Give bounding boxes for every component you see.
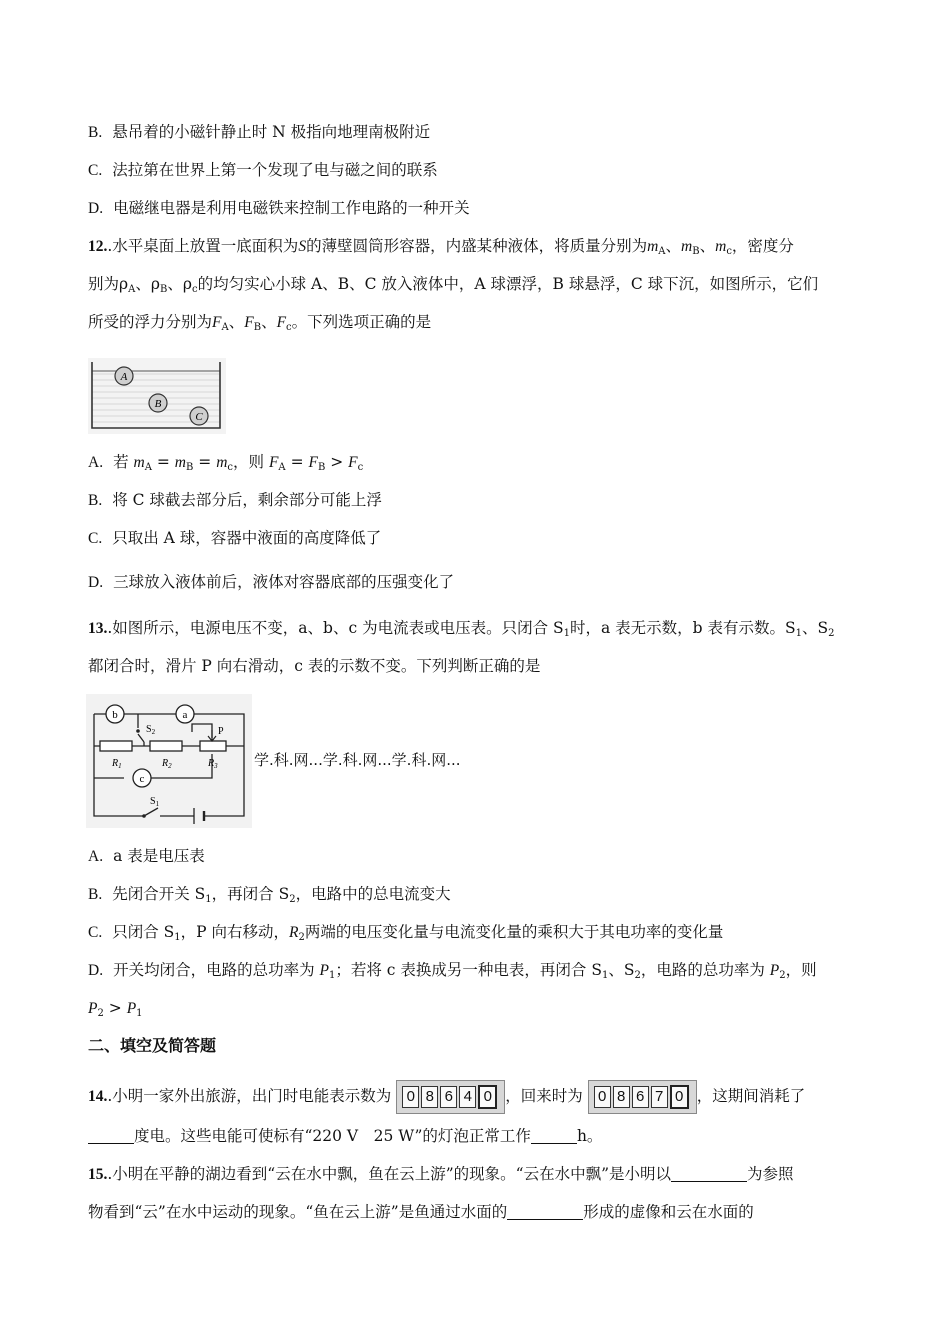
q13-option-a: A. a 表是电压表 <box>88 847 205 865</box>
q11-option-b: B. 悬吊着的小磁针静止时 N 极指向地理南极附近 <box>88 123 431 141</box>
q15-stem-line2: 物看到“云”在水中运动的现象。“鱼在云上游”是鱼通过水面的 形成的虚像和云在水面的 <box>88 1203 754 1221</box>
q12-option-d: D. 三球放入液体前后，液体对容器底部的压强变化了 <box>88 573 455 591</box>
q12-stem-line3: 所受的浮力分别为$F_A$、$F_B$、$F_c$。下列选项正确的是 <box>88 313 432 333</box>
q13-option-d: D. 开关均闭合，电路的总功率为 $P_1$；若将 c 表换成另一种电表，再闭合 $S_1$、$S_2$，电路的总功率为 $P_2$，则 <box>88 961 817 981</box>
r2-label: $R_2$ <box>162 758 172 770</box>
q13-option-b: B. 先闭合开关 $S_1$，再闭合 $S_2$，电路中的总电流变大 <box>88 885 451 905</box>
q13-circuit-figure <box>86 694 252 828</box>
q14-stem-line2: 度电。这些电能可使标有“220 V 25 W”的灯泡正常工作 h。 <box>88 1126 602 1146</box>
meter-a-label: a <box>182 709 188 721</box>
q13-option-d-line2: $P_2 > P_1$ <box>88 999 143 1019</box>
switch-s1-pivot <box>142 814 146 818</box>
resistors <box>100 741 226 751</box>
answer-blank[interactable] <box>507 1203 583 1220</box>
q11-option-d: D. 电磁继电器是利用电磁铁来控制工作电路的一种开关 <box>88 199 470 217</box>
q13-stem-line1: 13..如图所示，电源电压不变，a、b、c 为电流表或电压表。只闭合 $S_1$时，a 表无示数，b 表有示数。$S_1$、$S_2$ <box>88 619 835 639</box>
watermark-text: 学.科.网...学.科.网...学.科.网... <box>254 751 461 769</box>
r3-label: $R_3$ <box>208 758 218 770</box>
meter-c-label: c <box>139 773 145 785</box>
q13-stem-line2: 都闭合时，滑片 P 向右滑动，c 表的示数不变。下列判断正确的是 <box>88 657 541 675</box>
energy-meter-start: 0 8 6 4 0 <box>396 1080 505 1114</box>
answer-blank[interactable] <box>671 1165 747 1182</box>
q12-option-c: C. 只取出 A 球，容器中液面的高度降低了 <box>88 529 382 547</box>
section-heading: 二、填空及简答题 <box>88 1036 217 1055</box>
q15-stem-line1: 15..小明在平静的湖边看到“云在水中飘，鱼在云上游”的现象。“云在水中飘”是小明以 为参照 <box>88 1165 794 1183</box>
ball-a-label: A <box>120 371 128 383</box>
q12-stem-line1: 12..水平桌面上放置一底面积为S的薄壁圆筒形容器，内盛某种液体，将质量分别为$m_A$、$m_B$、$m_c$，密度分 <box>88 237 794 257</box>
q11-option-c: C. 法拉第在世界上第一个发现了电与磁之间的联系 <box>88 161 438 179</box>
q12-container-figure <box>88 358 226 434</box>
q12-stem-line2: 别为$\rho_A$、$\rho_B$、$\rho_c$的均匀实心小球 A、B、C 放入液体中，A 球漂浮，B 球悬浮，C 球下沉，如图所示，它们 <box>88 275 819 295</box>
q13-option-c: C. 只闭合 $S_1$，P 向右移动，$R_2$两端的电压变化量与电流变化量的乘积大于其电功率的变化量 <box>88 923 724 943</box>
meter-b-label: b <box>112 709 118 721</box>
answer-blank[interactable] <box>88 1127 134 1144</box>
q12-option-a: A. 若 $m_A = m_B = m_c$，则 $F_A = F_B > F_c$ <box>88 453 364 473</box>
q12-option-b: B. 将 C 球截去部分后，剩余部分可能上浮 <box>88 491 382 509</box>
r1-label: $R_1$ <box>112 758 122 770</box>
s2-label: $S_2$ <box>146 724 156 736</box>
ball-c-label: C <box>195 411 203 423</box>
ball-b-label: B <box>154 398 162 410</box>
energy-meter-end: 0 8 6 7 0 <box>588 1080 697 1114</box>
answer-blank[interactable] <box>531 1127 577 1144</box>
switch-s2-pivot <box>136 729 140 733</box>
s1-label: $S_1$ <box>150 796 160 808</box>
q14-stem-line1: 14..小明一家外出旅游，出门时电能表示数为 0 8 6 4 0 ，回来时为 0 8 6 7 0 ，这期间消耗了 <box>88 1080 805 1114</box>
p-label: P <box>218 726 224 737</box>
